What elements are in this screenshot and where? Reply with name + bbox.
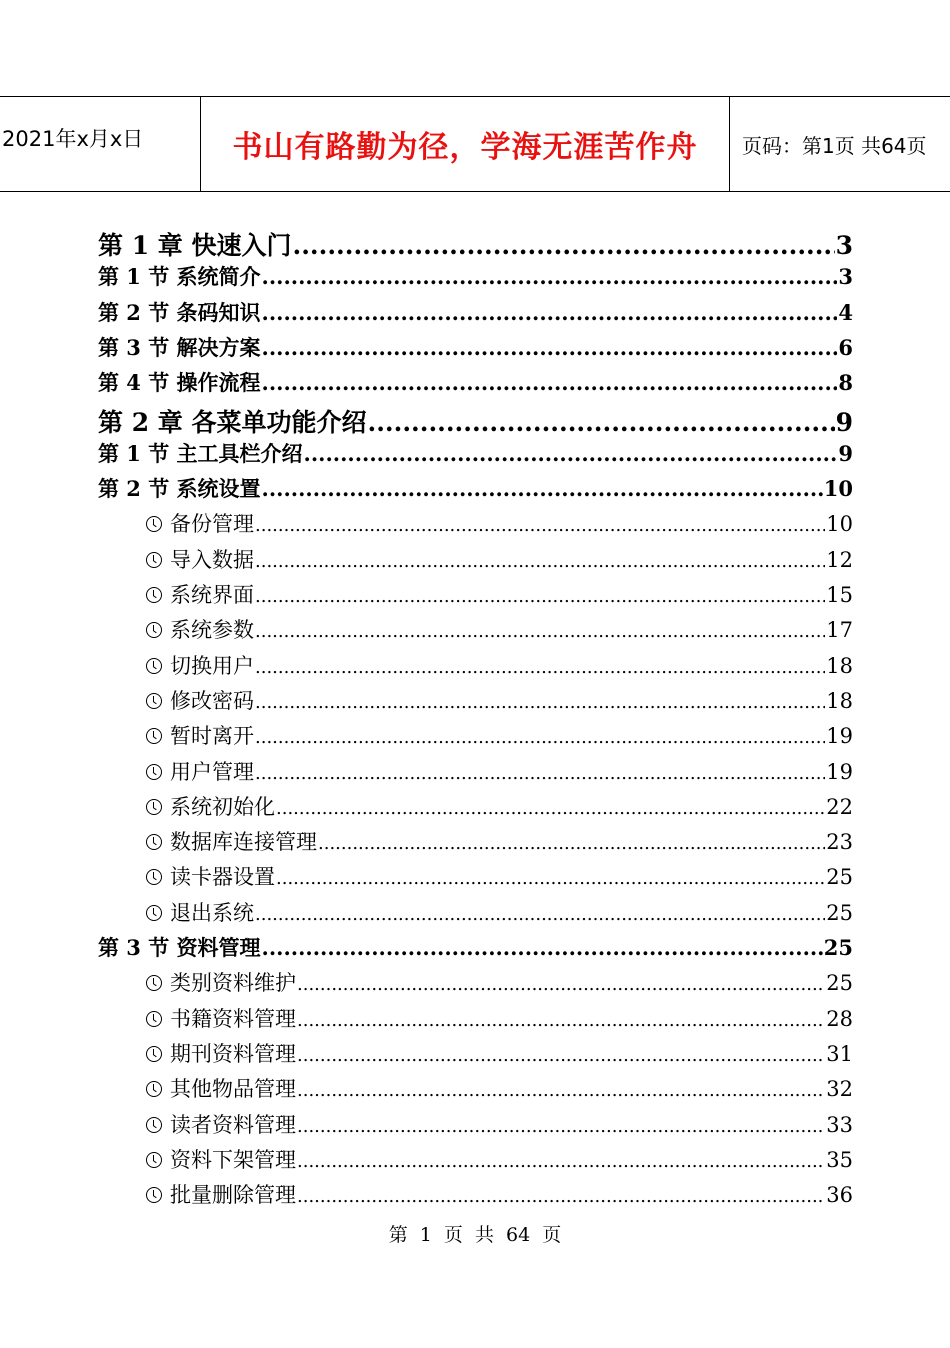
toc-entry[interactable]	[146, 967, 853, 997]
toc-entry-title: 类别资料维护	[170, 971, 296, 996]
header-motto: 书山有路勤为径，学海无涯苦作舟	[200, 97, 730, 191]
toc-entry-title: 批量删除管理	[170, 1183, 296, 1208]
toc-entry-page: 33	[826, 1112, 853, 1137]
clock-bullet-icon	[146, 834, 162, 850]
toc-leader-dots	[255, 692, 825, 713]
toc-entry-title: 资料下架管理	[170, 1147, 296, 1172]
clock-bullet-icon	[146, 1081, 162, 1097]
toc-entry[interactable]	[146, 1073, 853, 1103]
toc-entry-title: 第 3 节 资料管理	[98, 935, 261, 960]
toc-leader-dots	[255, 551, 825, 572]
toc-leader-dots	[293, 231, 835, 260]
toc-entry-title: 书籍资料管理	[170, 1006, 296, 1031]
toc-entry-page: 19	[826, 759, 853, 784]
toc-leader-dots	[255, 515, 825, 536]
clock-bullet-icon	[146, 799, 162, 815]
toc-leader-dots	[262, 935, 823, 960]
clock-bullet-icon	[146, 1046, 162, 1062]
toc-leader-dots	[297, 1116, 825, 1137]
toc-entry-page: 25	[826, 900, 853, 925]
toc-entry-title: 读卡器设置	[170, 865, 275, 890]
toc-leader-dots	[255, 586, 825, 607]
toc-entry-page: 25	[826, 971, 853, 996]
toc-entry-page: 3	[835, 231, 853, 260]
toc-entry[interactable]	[146, 791, 853, 821]
toc-leader-dots	[262, 300, 838, 325]
toc-entry-page: 22	[826, 794, 853, 819]
clock-bullet-icon	[146, 764, 162, 780]
toc-entry[interactable]	[146, 1003, 853, 1033]
clock-bullet-icon	[146, 1117, 162, 1133]
toc-entry[interactable]	[146, 897, 853, 927]
toc-entry-title: 第 1 章 快速入门	[98, 231, 292, 260]
toc-entry-page: 32	[826, 1077, 853, 1102]
toc-entry-page: 8	[838, 370, 853, 396]
clock-bullet-icon	[146, 622, 162, 638]
toc-entry-page: 6	[838, 334, 853, 360]
toc-entry[interactable]	[146, 544, 853, 574]
toc-entry-page: 10	[826, 512, 853, 537]
toc-entry[interactable]	[146, 1144, 853, 1174]
toc-entry-title: 第 3 节 解决方案	[98, 334, 261, 360]
toc-entry[interactable]	[98, 403, 853, 439]
clock-bullet-icon	[146, 516, 162, 532]
toc-entry-title: 切换用户	[170, 653, 254, 678]
toc-entry-page: 12	[826, 547, 853, 572]
toc-leader-dots	[276, 868, 825, 889]
toc-leader-dots	[304, 441, 838, 466]
toc-entry[interactable]	[98, 297, 853, 327]
toc-entry-page: 19	[826, 724, 853, 749]
toc-entry-title: 修改密码	[170, 688, 254, 713]
toc-leader-dots	[276, 798, 825, 819]
toc-entry-page: 17	[826, 618, 853, 643]
toc-entry-title: 暂时离开	[170, 724, 254, 749]
toc-leader-dots	[297, 1151, 825, 1172]
clock-bullet-icon	[146, 552, 162, 568]
toc-leader-dots	[255, 763, 825, 784]
toc-entry-page: 36	[826, 1183, 853, 1208]
toc-leader-dots	[262, 335, 838, 360]
toc-entry-page: 28	[826, 1006, 853, 1031]
clock-bullet-icon	[146, 1187, 162, 1203]
toc-entry-title: 系统参数	[170, 618, 254, 643]
toc-entry-title: 退出系统	[170, 900, 254, 925]
toc-entry-title: 第 2 节 条码知识	[98, 299, 261, 325]
clock-bullet-icon	[146, 693, 162, 709]
toc-entry[interactable]	[146, 720, 853, 750]
page-footer: 第 1 页 共 64 页	[388, 1224, 562, 1246]
toc-leader-dots	[297, 1186, 825, 1207]
toc-entry-title: 第 1 节 主工具栏介绍	[98, 440, 303, 466]
toc-entry-page: 3	[838, 264, 853, 290]
toc-entry-title: 用户管理	[170, 759, 254, 784]
toc-entry-page: 23	[826, 830, 853, 855]
toc-entry-title: 系统界面	[170, 583, 254, 607]
toc-leader-dots	[318, 833, 825, 854]
header-page-info: 页码：第1页 共64页	[742, 133, 927, 158]
toc-entry-page: 18	[826, 653, 853, 678]
toc-entry[interactable]	[146, 1109, 853, 1139]
toc-entry[interactable]	[146, 826, 853, 856]
toc-entry-title: 其他物品管理	[170, 1077, 296, 1102]
toc-entry[interactable]	[146, 756, 853, 786]
toc-entry[interactable]	[98, 226, 853, 262]
toc-leader-dots	[297, 1080, 825, 1101]
toc-leader-dots	[262, 476, 823, 501]
toc-entry[interactable]	[146, 685, 853, 715]
toc-entry-page: 31	[826, 1041, 853, 1066]
clock-bullet-icon	[146, 869, 162, 885]
toc-entry-page: 10	[823, 476, 853, 502]
toc-entry[interactable]	[98, 367, 853, 397]
toc-entry-page: 18	[826, 688, 853, 713]
clock-bullet-icon	[146, 975, 162, 991]
toc-entry[interactable]	[146, 1038, 853, 1068]
toc-entry[interactable]	[146, 614, 853, 644]
toc-entry-title: 第 1 节 系统简介	[98, 264, 261, 290]
toc-leader-dots	[255, 727, 825, 748]
toc-leader-dots	[297, 1010, 825, 1031]
toc-entry-title: 第 2 章 各菜单功能介绍	[98, 407, 367, 437]
toc-entry-title: 期刊资料管理	[170, 1041, 296, 1066]
clock-bullet-icon	[146, 728, 162, 744]
toc-leader-dots	[262, 264, 838, 289]
clock-bullet-icon	[146, 1152, 162, 1168]
toc-entry[interactable]	[98, 932, 853, 962]
toc-entry-title: 导入数据	[170, 547, 254, 572]
clock-bullet-icon	[146, 905, 162, 921]
clock-bullet-icon	[146, 587, 162, 603]
header-date: 2021年x月x日	[2, 127, 144, 151]
toc-entry-title: 系统初始化	[170, 794, 275, 819]
clock-bullet-icon	[146, 1011, 162, 1027]
toc-entry-page: 9	[838, 440, 853, 466]
toc-entry-page: 25	[826, 865, 853, 890]
toc-entry-title: 第 2 节 系统设置	[98, 476, 261, 502]
toc-entry[interactable]	[98, 261, 853, 291]
toc-leader-dots	[255, 657, 825, 678]
clock-bullet-icon	[146, 658, 162, 674]
toc-entry[interactable]	[146, 650, 853, 680]
toc-entry-page: 15	[826, 583, 853, 607]
toc-leader-dots	[297, 1045, 825, 1066]
toc-entry[interactable]	[146, 508, 853, 538]
toc-leader-dots	[255, 904, 825, 925]
toc-entry-title: 数据库连接管理	[170, 830, 317, 855]
page-header	[0, 96, 950, 192]
toc-entry-page: 35	[826, 1147, 853, 1172]
toc-entry[interactable]	[146, 579, 853, 609]
toc-entry-page: 25	[823, 935, 853, 960]
toc-entry[interactable]	[98, 473, 853, 503]
toc-entry[interactable]	[146, 1179, 853, 1209]
toc-entry[interactable]	[146, 861, 853, 891]
toc-entry-page: 4	[838, 299, 853, 325]
toc-leader-dots	[368, 408, 835, 437]
toc-entry-title: 读者资料管理	[170, 1112, 296, 1137]
toc-entry-title: 备份管理	[170, 512, 254, 537]
toc-leader-dots	[255, 621, 825, 642]
toc-leader-dots	[297, 974, 825, 995]
toc-entry[interactable]	[98, 438, 853, 468]
toc-entry[interactable]	[98, 332, 853, 362]
toc-entry-page: 9	[835, 407, 853, 437]
toc-entry-title: 第 4 节 操作流程	[98, 370, 261, 396]
toc-leader-dots	[262, 370, 838, 395]
